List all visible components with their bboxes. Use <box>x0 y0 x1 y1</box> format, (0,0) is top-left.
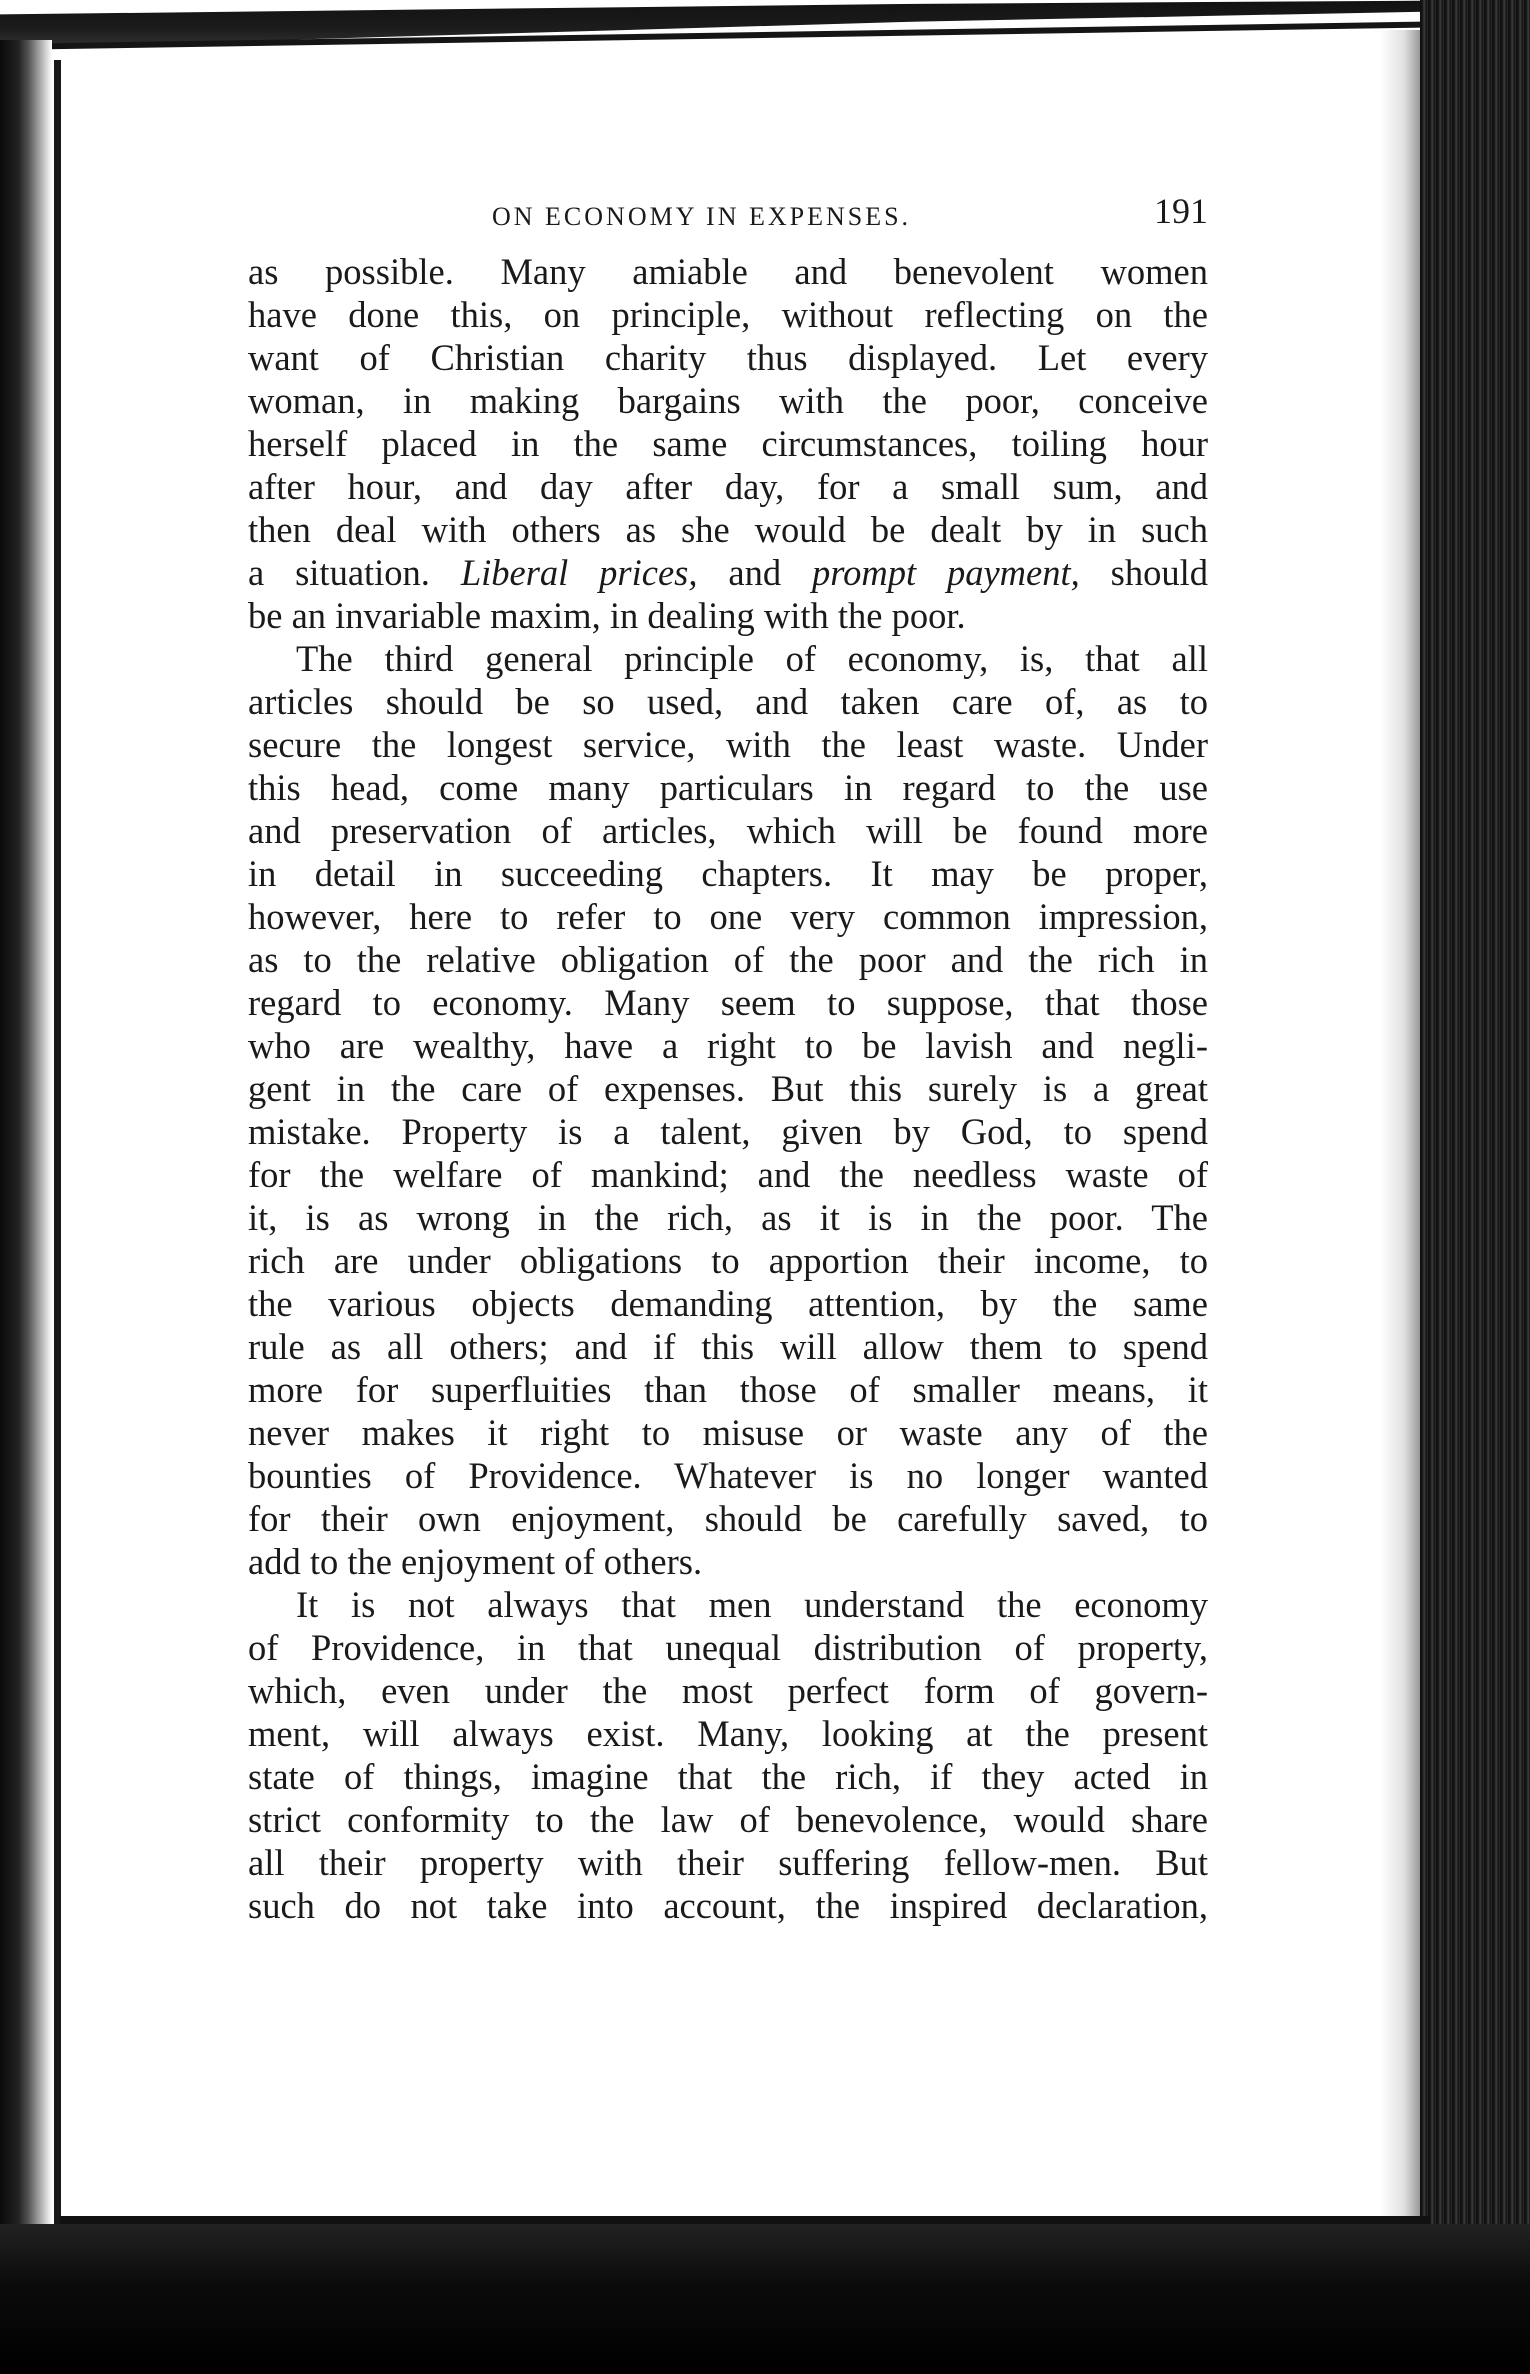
scan-right-shadow <box>1380 30 1420 2330</box>
text-line: secure the longest service, with the least waste. Under <box>248 724 1208 765</box>
paragraph-2 <box>248 637 1208 1583</box>
text-line: woman, in making bargains with the poor, conceive <box>248 380 1208 421</box>
text-line: never makes it right to misuse or waste any of the <box>248 1412 1208 1453</box>
text-line: articles should be so used, and taken care of, as to <box>248 681 1208 722</box>
scan-left-edge <box>0 40 52 2374</box>
text-line: for the welfare of mankind; and the needless waste of <box>248 1154 1208 1195</box>
italic-phrase-prompt-payment: prompt payment, <box>811 552 1080 593</box>
scan-left-line <box>54 60 61 2260</box>
text-line: have done this, on principle, without reflecting on the <box>248 294 1208 335</box>
text-line: as to the relative obligation of the poor and the rich in <box>248 939 1208 980</box>
scan-bottom-edge <box>0 2224 1530 2374</box>
text-line: rule as all others; and if this will allow them to spend <box>248 1326 1208 1367</box>
text-line: in detail in succeeding chapters. It may be proper, <box>248 853 1208 894</box>
text-line: The third general principle of economy, is, that all <box>296 638 1208 679</box>
text-line: however, here to refer to one very common impression, <box>248 896 1208 937</box>
book-page <box>248 190 1208 1927</box>
text-line: ment, will always exist. Many, looking at the present <box>248 1713 1208 1754</box>
text-line: this head, come many particulars in regard to the use <box>248 767 1208 808</box>
running-head: ON ECONOMY IN EXPENSES. <box>492 202 912 231</box>
text-fragment: and <box>697 552 812 593</box>
text-line: be an invariable maxim, in dealing with the poor. <box>248 595 966 636</box>
text-line: for their own enjoyment, should be carefully saved, to <box>248 1498 1208 1539</box>
text-line: herself placed in the same circumstances, toiling hour <box>248 423 1208 464</box>
text-line: after hour, and day after day, for a small sum, and <box>248 466 1208 507</box>
text-line: such do not take into account, the inspired declaration, <box>248 1885 1208 1926</box>
text-line: of Providence, in that unequal distribution of property, <box>248 1627 1208 1668</box>
text-line-with-italics <box>248 551 1208 594</box>
page-header <box>248 190 1208 250</box>
paragraph-3 <box>248 1583 1208 1927</box>
text-line: all their property with their suffering fellow-men. But <box>248 1842 1208 1883</box>
text-line: strict conformity to the law of benevolence, would share <box>248 1799 1208 1840</box>
text-line: mistake. Property is a talent, given by God, to spend <box>248 1111 1208 1152</box>
text-line: it, is as wrong in the rich, as it is in the poor. The <box>248 1197 1208 1238</box>
text-line: the various objects demanding attention, by the same <box>248 1283 1208 1324</box>
text-line: and preservation of articles, which will be found more <box>248 810 1208 851</box>
text-line: then deal with others as she would be dealt by in such <box>248 509 1208 550</box>
text-line: regard to economy. Many seem to suppose, that those <box>248 982 1208 1023</box>
text-line: state of things, imagine that the rich, if they acted in <box>248 1756 1208 1797</box>
text-line: rich are under obligations to apportion their income, to <box>248 1240 1208 1281</box>
page-number: 191 <box>1154 191 1208 231</box>
text-fragment: a situation. <box>248 552 461 593</box>
text-line: as possible. Many amiable and benevolent women <box>248 251 1208 292</box>
paragraph-1 <box>248 250 1208 637</box>
text-line: want of Christian charity thus displayed. Let every <box>248 337 1208 378</box>
scan-bottom-line <box>60 2216 1430 2224</box>
text-line: bounties of Providence. Whatever is no longer wanted <box>248 1455 1208 1496</box>
scan-right-edge <box>1420 0 1530 2374</box>
text-line: who are wealthy, have a right to be lavish and negli- <box>248 1025 1208 1066</box>
text-line: It is not always that men understand the economy <box>296 1584 1208 1625</box>
text-line: gent in the care of expenses. But this surely is a great <box>248 1068 1208 1109</box>
text-line: which, even under the most perfect form of govern- <box>248 1670 1208 1711</box>
text-fragment: should <box>1079 552 1208 593</box>
text-line: add to the enjoyment of others. <box>248 1541 703 1582</box>
text-line: more for superfluities than those of smaller means, it <box>248 1369 1208 1410</box>
italic-phrase-liberal-prices: Liberal prices, <box>460 552 698 593</box>
